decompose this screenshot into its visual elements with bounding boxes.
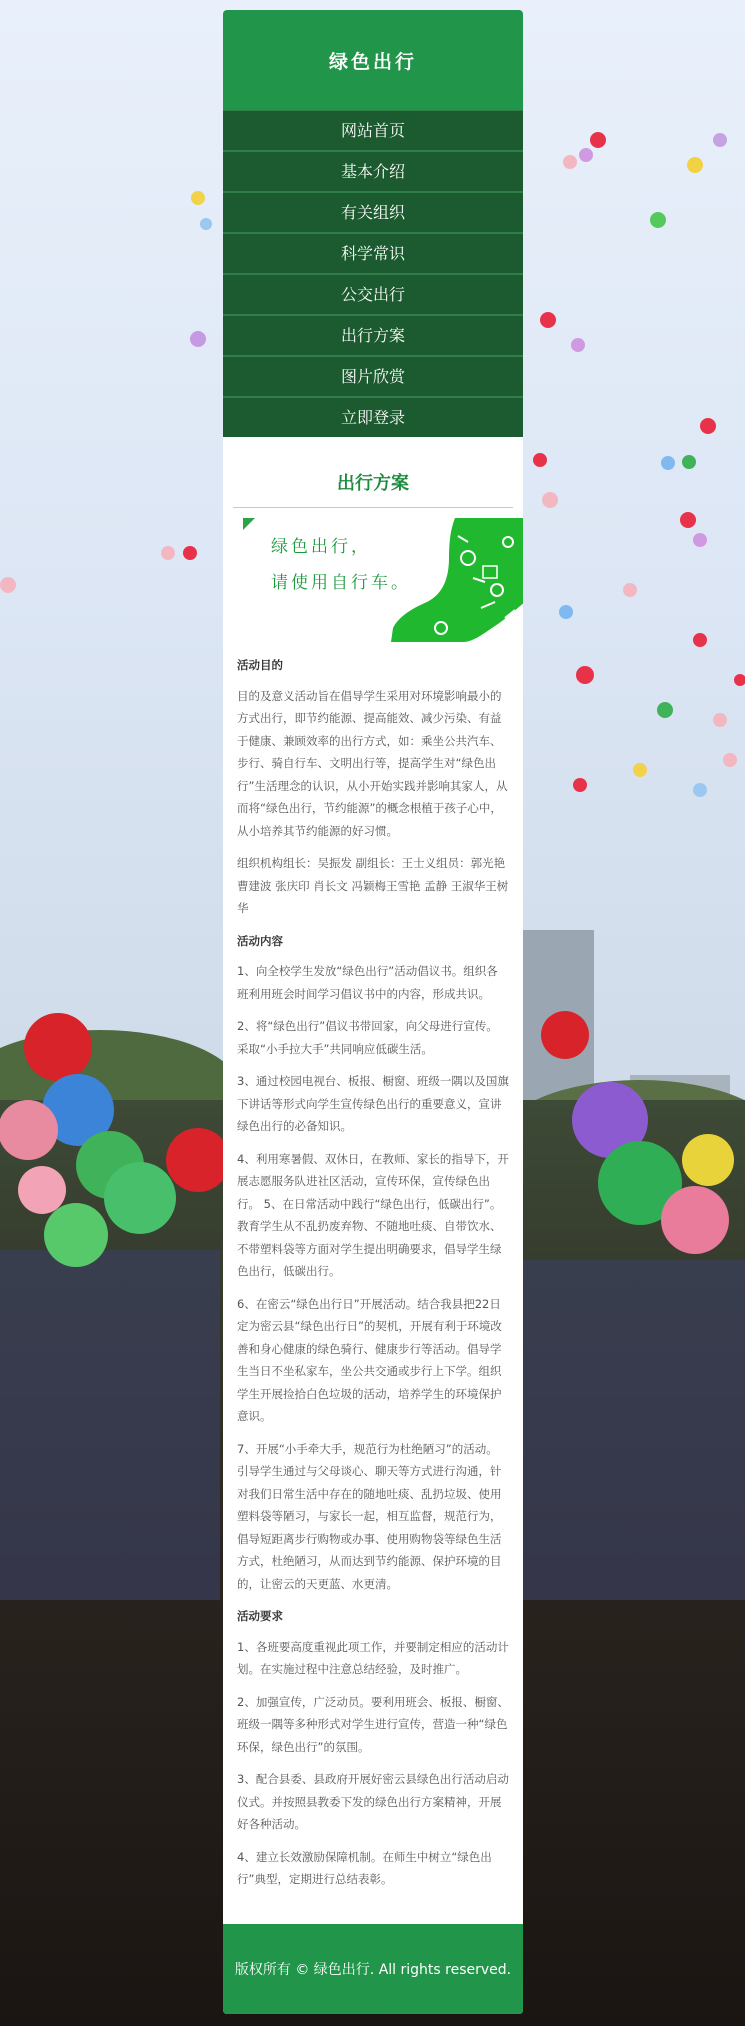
paragraph: 3、通过校园电视台、板报、橱窗、班级一隅以及国旗下讲话等形式向学生宣传绿色出行的重要意义，宣讲绿色出行的必备知识。 [237,1074,509,1133]
section-title: 出行方案 [233,469,513,508]
paragraph: 1、各班要高度重视此项工作，并要制定相应的活动计划。在实施过程中注意总结经验，及时推广。 [237,1639,509,1676]
nav-item-bus[interactable]: 公交出行 [223,273,523,314]
page-container [223,10,523,2014]
article [233,654,513,1891]
banner-line-2: 请使用自行车。 [271,573,411,593]
nav-item-login[interactable]: 立即登录 [223,396,523,437]
site-title: 绿色出行 [328,50,417,73]
nav-item-home[interactable]: 网站首页 [223,110,523,150]
main-nav [223,110,523,437]
paragraph: 3、配合县委、县政府开展好密云县绿色出行活动启动仪式。并按照县教委下发的绿色出行方案精神，开展好各种活动。 [237,1772,509,1831]
heading-requirements: 活动要求 [237,1609,283,1623]
heading-content: 活动内容 [237,933,283,948]
main-content [223,469,523,1891]
paragraph: 组织机构组长：吴振发 副组长：王士义组员：郭光艳 曹建波 张庆印 肖长文 冯颖梅王雪艳 孟静 王淑华王树华 [237,856,509,915]
copyright-text: 版权所有 © 绿色出行. All rights reserved. [234,1962,512,1978]
paragraph: 4、利用寒暑假、双休日，在教师、家长的指导下，开展志愿服务队进社区活动，宣传环保，宣传绿色出行。 5、在日常活动中践行“绿色出行，低碳出行”。教育学生从不乱扔废弃物、不随地吐痰、自带饮水、不带塑料袋等方面对学生提出明确要求，倡导学生绿色出行，低碳出行。 [237,1151,509,1278]
nav-item-gallery[interactable]: 图片欣赏 [223,355,523,396]
paragraph: 6、在密云“绿色出行日”开展活动。结合我县把22日定为密云县“绿色出行日”的契机，开展有利于环境改善和身心健康的绿色骑行、健康步行等活动。倡导学生当日不坐私家车，坐公共交通或步行上下学。组织学生开展捡拾白色垃圾的活动，培养学生的环境保护意识。 [237,1296,502,1423]
banner-image [243,518,523,642]
paragraph: 2、加强宣传，广泛动员。要利用班会、板报、橱窗、班级一隅等多种形式对学生进行宣传，营造一种“绿色环保，绿色出行”的氛围。 [237,1694,509,1754]
paragraph: 4、建立长效激励保障机制。在师生中树立“绿色出行”典型，定期进行总结表彰。 [237,1849,492,1886]
paragraph: 1、向全校学生发放“绿色出行”活动倡议书。组织各班利用班会时间学习倡议书中的内容，形成共识。 [237,964,498,1001]
paragraph: 7、开展“小手牵大手，规范行为杜绝陋习”的活动。引导学生通过与父母谈心、聊天等方式进行沟通，针对我们日常生活中存在的随地吐痰、乱扔垃圾、使用塑料袋等陋习，与家长一起，相互监督，规范行为，倡导短距离步行购物或办事、使用购物袋等绿色生活方式，杜绝陋习，从而达到节约能源、保护环境的目的，让密云的天更蓝、水更清。 [237,1441,502,1591]
nav-item-organizations[interactable]: 有关组织 [223,191,523,232]
heading-purpose: 活动目的 [237,658,283,672]
banner-line-1: 绿色出行， [271,537,371,557]
paragraph: 目的及意义活动旨在倡导学生采用对环境影响最小的方式出行，即节约能源、提高能效、减少污染、有益于健康、兼顾效率的出行方式，如：乘坐公共汽车、步行、骑自行车、文明出行等，提高学生对“绿色出行”生活理念的认识，从小开始实践并影响其家人，从而将“绿色出行，节约能源”的概念根植于孩子心中，从小培养其节约能源的好习惯。 [237,688,508,838]
nav-item-plans[interactable]: 出行方案 [223,314,523,355]
paragraph: 2、将“绿色出行”倡议书带回家，向父母进行宣传。采取“小手拉大手”共同响应低碳生活。 [237,1019,498,1056]
nav-item-science[interactable]: 科学常识 [223,232,523,273]
site-footer [223,1924,523,2014]
nav-item-intro[interactable]: 基本介绍 [223,150,523,191]
site-header [223,10,523,110]
